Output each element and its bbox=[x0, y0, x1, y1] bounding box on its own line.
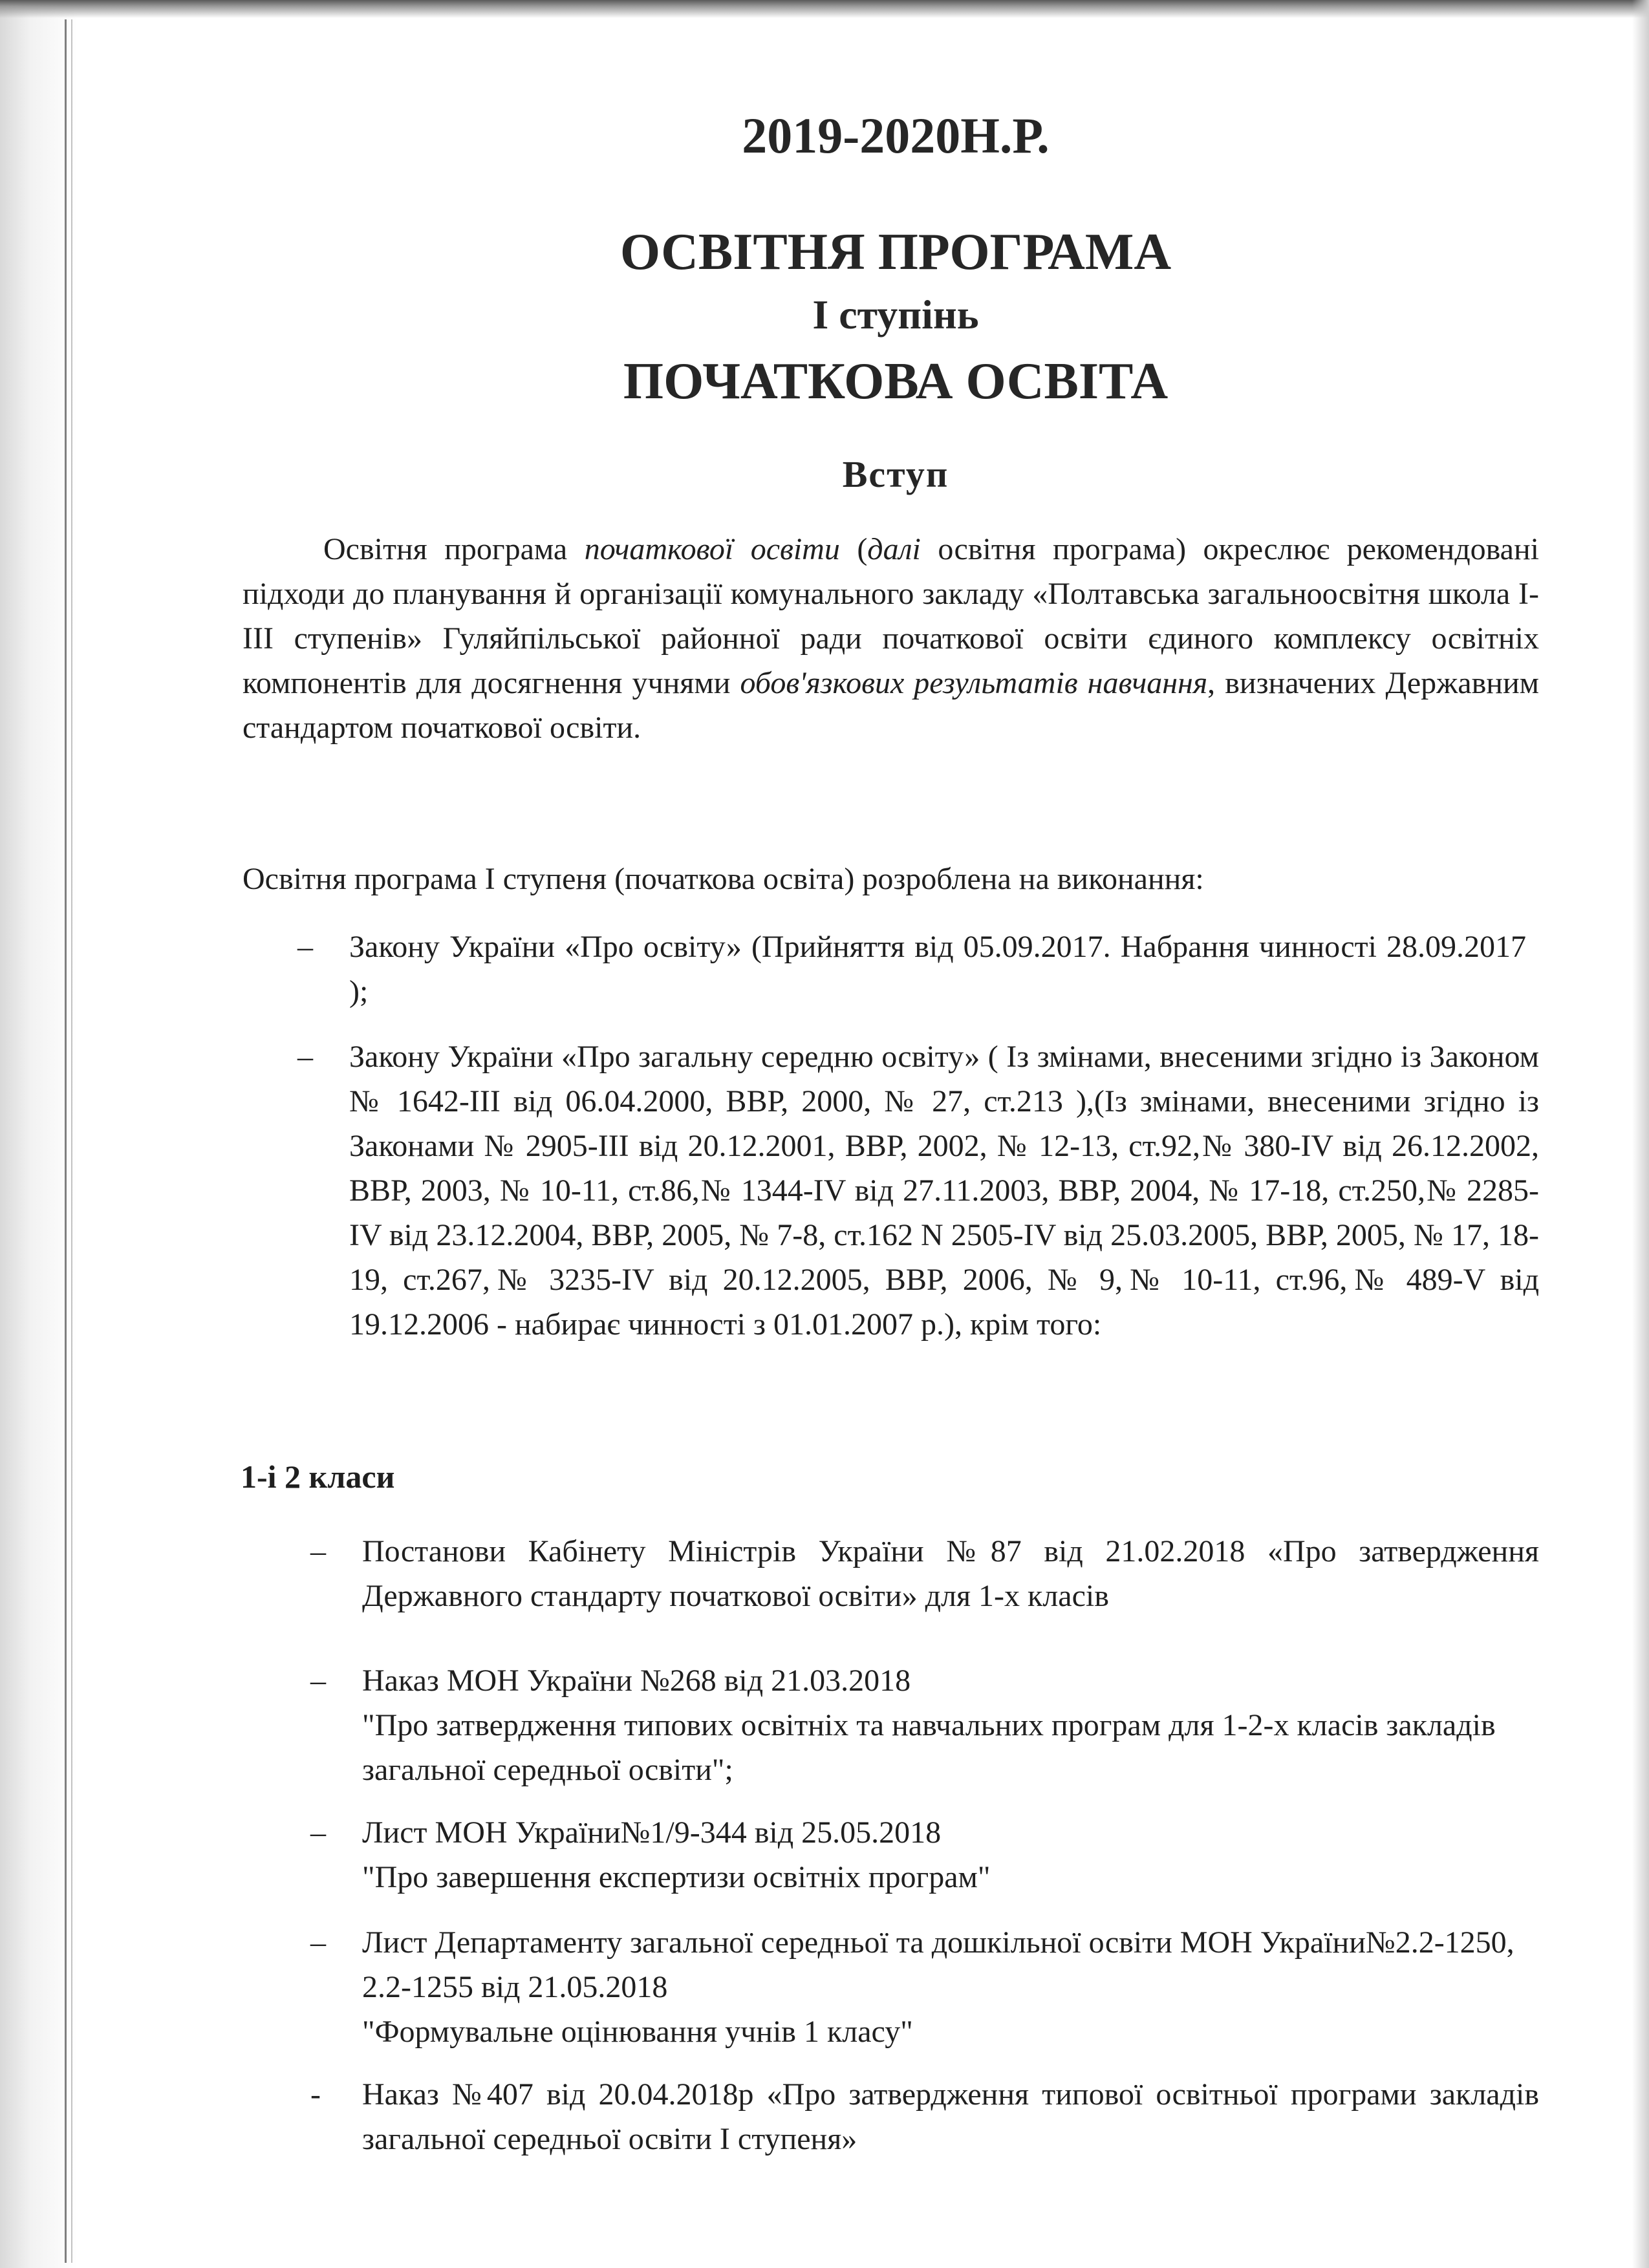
class-item-line: Лист МОН України№1/9-344 від 25.05.2018 bbox=[362, 1815, 942, 1850]
academic-year: 2019-2020Н.Р. bbox=[742, 107, 1050, 164]
intro-italic-3: обов'язкових результатів навчання bbox=[740, 666, 1208, 700]
intro-text-4: , визначених Державним стандартом початкової освіти. bbox=[242, 666, 1540, 745]
class-document-item bbox=[310, 2072, 1539, 2161]
classes-heading: 1-і 2 класи bbox=[241, 1459, 395, 1495]
intro-text-2: ( bbox=[839, 532, 868, 566]
intro-italic-2: далі bbox=[867, 532, 921, 566]
class-item-line: Наказ №407 від 20.04.2018р «Про затвердження типової освітньої програми закладів загальної середньої освіти І ступеня» bbox=[362, 2077, 1539, 2156]
class-document-item bbox=[310, 1529, 1539, 1618]
education-level: ПОЧАТКОВА ОСВІТА bbox=[623, 353, 1169, 410]
class-document-item bbox=[310, 1810, 1539, 1899]
class-item-line: Наказ МОН України №268 від 21.03.2018 bbox=[362, 1664, 911, 1698]
intro-heading: Вступ bbox=[842, 453, 949, 495]
list-dash: – bbox=[297, 1040, 313, 1074]
class-item-line: "Про затвердження типових освітніх та навчальних програм для 1-2-х класів закладів загальної середньої освіти"; bbox=[362, 1708, 1496, 1787]
law-text: Закону України «Про освіту» (Прийняття від 05.09.2017. Набрання чинності 28.09.2017 ); bbox=[349, 930, 1526, 1009]
class-document-item bbox=[310, 1920, 1539, 2054]
intro-italic-1: початкової освіти bbox=[584, 532, 840, 566]
list-dash: – bbox=[310, 1664, 326, 1698]
law-item bbox=[297, 1034, 1539, 1347]
class-item-line: "Формувальне оцінювання учнів 1 класу" bbox=[362, 2015, 913, 2049]
lead-sentence: Освітня програма І ступеня (початкова освіта) розроблена на виконання: bbox=[242, 862, 1204, 896]
program-title: ОСВІТНЯ ПРОГРАМА bbox=[620, 224, 1172, 281]
list-dash: – bbox=[310, 1925, 326, 1960]
intro-text-1: Освітня програма bbox=[323, 532, 585, 566]
list-dash: - bbox=[310, 2077, 321, 2112]
law-text: Закону України «Про загальну середню освіту» ( Із змінами, внесеними згідно із Законом № 1642-III від 06.04.2000, ВВР, 2000, № 27, ст.213 ),(Із змінами, внесеними згідно із Законами № 2905-III від 20.12.2001, ВВР, 2002, № 12-13, ст.92,№ 380-IV від 26.12.2002, ВВР, 2003, № 10-11, ст.86,№ 1344-IV від 27.11.2003, ВВР, 2004, № 17-18, ст.250,№ 2285-IV від 23.12.2004, ВВР, 2005, № 7-8, ст.162 N 2505-IV від 25.03.2005, ВВР, 2005, № 17, 18-19, ст.267,№ 3235-IV від 20.12.2005, ВВР, 2006, № 9,№ 10-11, ст.96,№ 489-V від 19.12.2006 - набирає чинності з 01.01.2007 р.), крім того: bbox=[349, 1040, 1539, 1342]
law-item bbox=[297, 925, 1526, 1014]
class-document-item bbox=[310, 1658, 1539, 1792]
intro-paragraph bbox=[242, 527, 1539, 750]
class-item-line: "Про завершення експертизи освітніх програм" bbox=[362, 1860, 991, 1894]
list-dash: – bbox=[310, 1815, 326, 1850]
class-item-line: Постанови Кабінету Міністрів України №87 від 21.02.2018 «Про затвердження Державного стандарту початкової освіти» для 1-х класів bbox=[362, 1534, 1539, 1613]
intro-text-3: освітня програма) окреслює рекомендовані підходи до планування й організації комунального закладу «Полтавська загальноосвітня школа І-ІІІ ступенів» Гуляйпільської районної ради початкової освіти єдиного комплексу освітніх компонентів для досягнення учнями bbox=[242, 532, 1539, 700]
class-item-line: Лист Департаменту загальної середньої та дошкільної освіти МОН України№2.2-1250, 2.2-1255 від 21.05.2018 bbox=[362, 1925, 1514, 2004]
list-dash: – bbox=[297, 930, 313, 964]
list-dash: – bbox=[310, 1534, 326, 1568]
program-stage: І ступінь bbox=[812, 292, 979, 337]
